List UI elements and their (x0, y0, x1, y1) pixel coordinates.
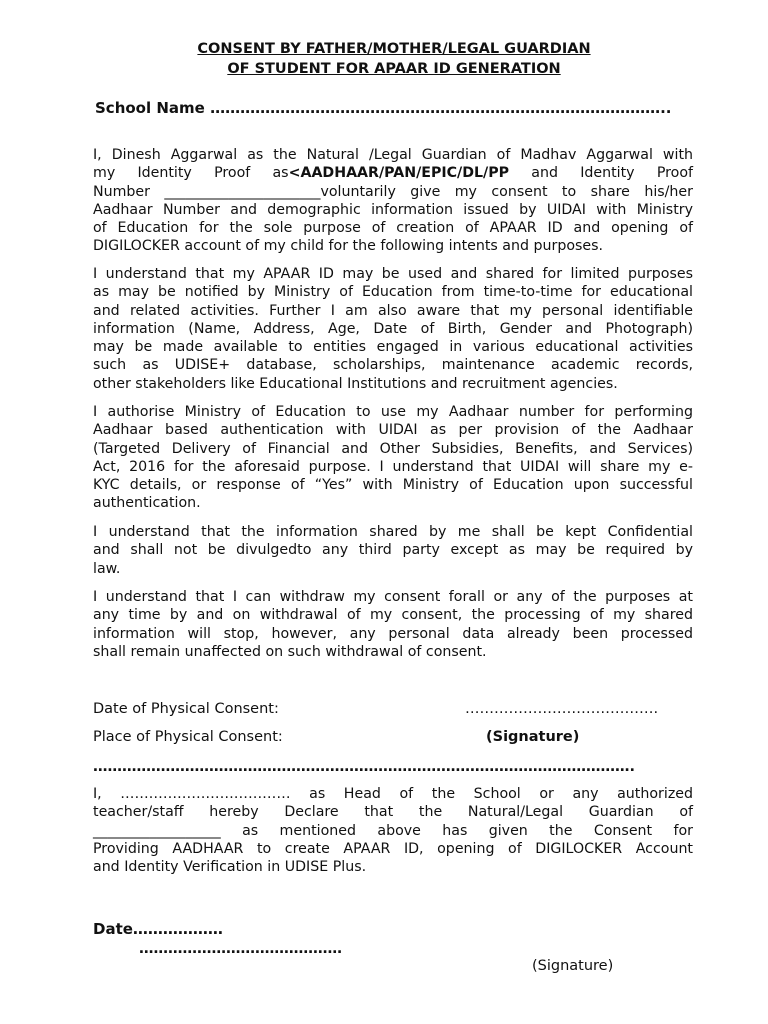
paragraph-line: Aadhaar Number and demographic information issued by UIDAI with Ministry (93, 201, 693, 218)
consent-paragraph-1 (93, 146, 693, 256)
date-of-consent-label: Date of Physical Consent: (93, 701, 279, 717)
paragraph-line: and Identity Verification in UDISE Plus. (93, 859, 367, 876)
paragraph-line: Aadhaar based authentication with UIDAI as per provision of the Aadhaar (93, 422, 693, 439)
footer-date-label: Date……………… (93, 920, 223, 938)
paragraph-line: __________________ as mentioned above has given the Consent for (93, 822, 693, 839)
paragraph-line: I authorise Ministry of Education to use my Aadhaar number for performing (93, 404, 693, 420)
paragraph-line (93, 164, 693, 182)
paragraph-line: authentication. (93, 495, 201, 512)
identity-proof-types: <AADHAAR/PAN/EPIC/DL/PP (288, 165, 510, 182)
consent-paragraph-2 (93, 265, 693, 393)
consent-paragraph-3 (93, 403, 693, 513)
section-separator: …………………………………………………………………………………………………. (93, 759, 636, 775)
school-name-label: School Name (95, 99, 205, 117)
paragraph-line: law. (93, 560, 121, 577)
paragraph-line-segment: and Identity Proof (531, 165, 694, 182)
paragraph-line: other stakeholders like Educational Institutions and recruitment agencies. (93, 375, 618, 392)
paragraph-line: any time by and on withdrawal of my consent, the processing of my shared (93, 607, 693, 624)
document-title-line-2: OF STUDENT FOR APAAR ID GENERATION (227, 61, 561, 77)
paragraph-line: I, ……………………………… as Head of the School or any authorized (93, 786, 693, 802)
paragraph-line: teacher/staff hereby Declare that the Natural/Legal Guardian of (93, 804, 693, 821)
paragraph-line: DIGILOCKER account of my child for the following intents and purposes. (93, 238, 604, 255)
paragraph-line: of Education for the sole purpose of creation of APAAR ID and opening of (93, 220, 693, 237)
guardian-signature-label: (Signature) (486, 729, 580, 745)
paragraph-line: such as UDISE+ database, scholarships, maintenance academic records, (93, 357, 693, 374)
consent-paragraph-5 (93, 588, 693, 661)
paragraph-line: information will stop, however, any personal data already been processed (93, 625, 693, 642)
school-name-field (95, 99, 671, 117)
document-title-line-1: CONSENT BY FATHER/MOTHER/LEGAL GUARDIAN (197, 41, 591, 57)
paragraph-line: shall remain unaffected on such withdrawal of consent. (93, 643, 487, 660)
paragraph-line: and related activities. Further I am also aware that my personal identifiable (93, 302, 693, 319)
paragraph-line-segment: my Identity Proof as (93, 165, 289, 182)
paragraph-line: Number ______________________voluntarily give my consent to share his/her (93, 183, 693, 200)
paragraph-line: information (Name, Address, Age, Date of Birth, Gender and Photograph) (93, 320, 693, 337)
consent-paragraph-4 (93, 523, 693, 578)
paragraph-line: I, Dinesh Aggarwal as the Natural /Legal Guardian of Madhav Aggarwal with (93, 147, 693, 163)
paragraph-line: Providing AADHAAR to create APAAR ID, opening of DIGILOCKER Account (93, 840, 693, 857)
footer-signature-line: …………………………………… (139, 941, 342, 957)
guardian-signature-line: …………………………………. (465, 701, 659, 717)
school-declaration-paragraph (93, 785, 693, 876)
paragraph-line: Act, 2016 for the aforesaid purpose. I understand that UIDAI will share my e- (93, 458, 693, 475)
paragraph-line: I understand that the information shared by me shall be kept Confidential (93, 524, 693, 540)
paragraph-line: and shall not be divulgedto any third party except as may be required by (93, 542, 693, 559)
paragraph-line: I understand that my APAAR ID may be used and shared for limited purposes (93, 266, 693, 282)
paragraph-line: KYC details, or response of “Yes” with Ministry of Education upon successful (93, 477, 693, 494)
school-name-blank: ……………………………………………………………………………….. (210, 99, 672, 117)
place-of-consent-label: Place of Physical Consent: (93, 729, 283, 745)
paragraph-line: I understand that I can withdraw my consent forall or any of the purposes at (93, 589, 693, 605)
paragraph-line: as may be notified by Ministry of Education from time-to-time for educational (93, 284, 693, 301)
paragraph-line: (Targeted Delivery of Financial and Other Subsidies, Benefits, and Services) (93, 440, 693, 457)
paragraph-line: may be made available to entities engaged in various educational activities (93, 339, 693, 356)
footer-signature-label: (Signature) (532, 958, 614, 974)
